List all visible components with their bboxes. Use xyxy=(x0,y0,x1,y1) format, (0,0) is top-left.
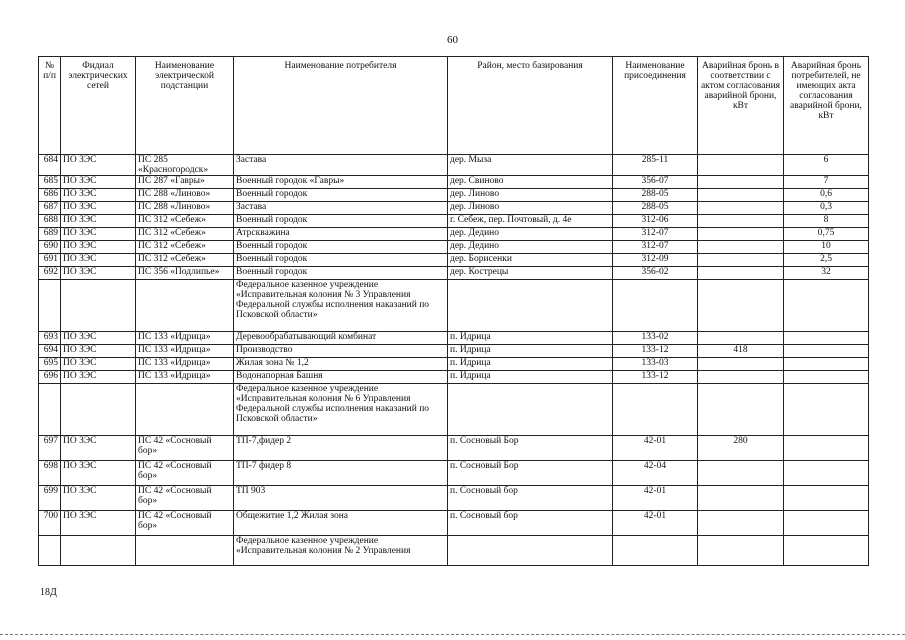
branch-cell: ПО ЗЭС xyxy=(61,202,136,215)
consumer-cell: Водонапорная Башня xyxy=(234,371,448,384)
connection-cell: 133-12 xyxy=(613,345,698,358)
consumer-cell: Военный городок «Гавры» xyxy=(234,176,448,189)
row-number: 685 xyxy=(39,176,61,189)
backup-with-act-cell xyxy=(698,176,784,189)
backup-without-act-cell: 7 xyxy=(784,176,869,189)
location-cell: дер. Линово xyxy=(448,202,613,215)
substation-cell: ПС 287 «Гавры» xyxy=(136,176,234,189)
row-number: 698 xyxy=(39,461,61,486)
table-row xyxy=(39,536,869,566)
row-number xyxy=(39,536,61,566)
row-number: 690 xyxy=(39,241,61,254)
substation-cell: ПС 312 «Себеж» xyxy=(136,241,234,254)
backup-with-act-cell xyxy=(698,254,784,267)
table-row xyxy=(39,267,869,280)
backup-with-act-cell xyxy=(698,215,784,228)
substation-cell: ПС 288 «Линово» xyxy=(136,189,234,202)
row-number: 693 xyxy=(39,332,61,345)
backup-with-act-cell xyxy=(698,155,784,176)
row-number xyxy=(39,384,61,436)
connection-cell: 312-06 xyxy=(613,215,698,228)
connection-cell xyxy=(613,536,698,566)
location-cell: г. Себеж, пер. Почтовый, д. 4е xyxy=(448,215,613,228)
table-row xyxy=(39,155,869,176)
table-row xyxy=(39,371,869,384)
table-row xyxy=(39,228,869,241)
branch-cell: ПО ЗЭС xyxy=(61,511,136,536)
row-number: 700 xyxy=(39,511,61,536)
table-row xyxy=(39,254,869,267)
connection-cell xyxy=(613,280,698,332)
backup-with-act-cell xyxy=(698,332,784,345)
substation-cell: ПС 312 «Себеж» xyxy=(136,215,234,228)
connection-cell: 42-01 xyxy=(613,486,698,511)
consumer-cell: Застава xyxy=(234,155,448,176)
table-row xyxy=(39,241,869,254)
backup-without-act-cell xyxy=(784,436,869,461)
row-number: 684 xyxy=(39,155,61,176)
table-row xyxy=(39,511,869,536)
backup-with-act-cell xyxy=(698,486,784,511)
backup-with-act-cell xyxy=(698,358,784,371)
table-row xyxy=(39,215,869,228)
substation-cell: ПС 42 «Сосновый бор» xyxy=(136,486,234,511)
consumer-table xyxy=(38,56,869,566)
location-cell: п. Сосновый Бор xyxy=(448,461,613,486)
table-row xyxy=(39,202,869,215)
consumer-cell: ТП-7 фидер 8 xyxy=(234,461,448,486)
backup-without-act-cell xyxy=(784,461,869,486)
connection-cell: 42-04 xyxy=(613,461,698,486)
backup-without-act-cell: 0,3 xyxy=(784,202,869,215)
location-cell: дер. Линово xyxy=(448,189,613,202)
header-substation: Наименование электрической подстанции xyxy=(136,57,234,155)
row-number: 691 xyxy=(39,254,61,267)
location-cell: дер. Кострецы xyxy=(448,267,613,280)
backup-with-act-cell xyxy=(698,189,784,202)
table-row xyxy=(39,436,869,461)
location-cell xyxy=(448,536,613,566)
consumer-cell: ТП 903 xyxy=(234,486,448,511)
backup-with-act-cell: 418 xyxy=(698,345,784,358)
branch-cell: ПО ЗЭС xyxy=(61,215,136,228)
substation-cell: ПС 133 «Идрица» xyxy=(136,371,234,384)
location-cell: п. Идрица xyxy=(448,371,613,384)
substation-cell: ПС 133 «Идрица» xyxy=(136,332,234,345)
row-number: 696 xyxy=(39,371,61,384)
branch-cell xyxy=(61,280,136,332)
substation-cell: ПС 42 «Сосновый бор» xyxy=(136,436,234,461)
substation-cell xyxy=(136,280,234,332)
header-number: № п/п xyxy=(39,57,61,155)
substation-cell: ПС 42 «Сосновый бор» xyxy=(136,461,234,486)
table-row xyxy=(39,176,869,189)
location-cell: п. Сосновый бор xyxy=(448,511,613,536)
backup-with-act-cell xyxy=(698,228,784,241)
consumer-cell: Застава xyxy=(234,202,448,215)
table-row xyxy=(39,345,869,358)
backup-with-act-cell xyxy=(698,267,784,280)
branch-cell: ПО ЗЭС xyxy=(61,228,136,241)
row-number: 687 xyxy=(39,202,61,215)
connection-cell xyxy=(613,384,698,436)
substation-cell xyxy=(136,384,234,436)
substation-cell: ПС 356 «Подлипье» xyxy=(136,267,234,280)
header-consumer: Наименование потребителя xyxy=(234,57,448,155)
header-backup-with-act: Аварийная бронь в соответствии с актом согласования аварийной брони, кВт xyxy=(698,57,784,155)
connection-cell: 288-05 xyxy=(613,202,698,215)
branch-cell: ПО ЗЭС xyxy=(61,486,136,511)
connection-cell: 356-02 xyxy=(613,267,698,280)
header-location: Район, место базирования xyxy=(448,57,613,155)
location-cell xyxy=(448,280,613,332)
table-row xyxy=(39,358,869,371)
consumer-cell: Атрскважина xyxy=(234,228,448,241)
backup-without-act-cell xyxy=(784,358,869,371)
location-cell: дер. Дедино xyxy=(448,228,613,241)
location-cell: п. Сосновый бор xyxy=(448,486,613,511)
location-cell xyxy=(448,384,613,436)
header-backup-without-act: Аварийная бронь потребителей, не имеющих акта согласования аварийной брони, кВт xyxy=(784,57,869,155)
branch-cell: ПО ЗЭС xyxy=(61,436,136,461)
table-row xyxy=(39,461,869,486)
row-number: 695 xyxy=(39,358,61,371)
table-header-row xyxy=(39,57,869,155)
backup-without-act-cell xyxy=(784,511,869,536)
backup-with-act-cell: 280 xyxy=(698,436,784,461)
table-row xyxy=(39,332,869,345)
row-number: 697 xyxy=(39,436,61,461)
branch-cell: ПО ЗЭС xyxy=(61,189,136,202)
connection-cell: 133-03 xyxy=(613,358,698,371)
consumer-cell: ТП-7,фидер 2 xyxy=(234,436,448,461)
backup-without-act-cell xyxy=(784,345,869,358)
consumer-cell: Федеральное казенное учреждение «Исправительная колония № 3 Управления Федеральной службы исполнения наказаний по Псковской области» xyxy=(234,280,448,332)
location-cell: п. Идрица xyxy=(448,358,613,371)
backup-with-act-cell xyxy=(698,511,784,536)
substation-cell: ПС 285 «Красногородск» xyxy=(136,155,234,176)
backup-with-act-cell xyxy=(698,536,784,566)
backup-with-act-cell xyxy=(698,371,784,384)
location-cell: дер. Дедино xyxy=(448,241,613,254)
backup-with-act-cell xyxy=(698,202,784,215)
consumer-cell: Военный городок xyxy=(234,189,448,202)
table-row xyxy=(39,280,869,332)
backup-with-act-cell xyxy=(698,280,784,332)
backup-without-act-cell xyxy=(784,371,869,384)
backup-without-act-cell: 8 xyxy=(784,215,869,228)
table-row xyxy=(39,486,869,511)
branch-cell: ПО ЗЭС xyxy=(61,371,136,384)
branch-cell: ПО ЗЭС xyxy=(61,254,136,267)
consumer-cell: Жилая зона № 1,2 xyxy=(234,358,448,371)
backup-without-act-cell: 2,5 xyxy=(784,254,869,267)
backup-without-act-cell: 10 xyxy=(784,241,869,254)
location-cell: дер. Мыза xyxy=(448,155,613,176)
connection-cell: 285-11 xyxy=(613,155,698,176)
substation-cell xyxy=(136,536,234,566)
backup-without-act-cell xyxy=(784,280,869,332)
consumer-cell: Военный городок xyxy=(234,254,448,267)
backup-without-act-cell xyxy=(784,332,869,345)
backup-with-act-cell xyxy=(698,384,784,436)
backup-without-act-cell: 32 xyxy=(784,267,869,280)
backup-without-act-cell xyxy=(784,536,869,566)
consumer-cell: Военный городок xyxy=(234,267,448,280)
substation-cell: ПС 42 «Сосновый бор» xyxy=(136,511,234,536)
location-cell: дер. Борисенки xyxy=(448,254,613,267)
branch-cell: ПО ЗЭС xyxy=(61,332,136,345)
backup-with-act-cell xyxy=(698,461,784,486)
consumer-cell: Производство xyxy=(234,345,448,358)
substation-cell: ПС 312 «Себеж» xyxy=(136,228,234,241)
branch-cell: ПО ЗЭС xyxy=(61,461,136,486)
consumer-cell: Военный городок xyxy=(234,241,448,254)
row-number: 689 xyxy=(39,228,61,241)
connection-cell: 42-01 xyxy=(613,436,698,461)
consumer-cell: Деревообрабатывающий комбинат xyxy=(234,332,448,345)
backup-without-act-cell: 0,75 xyxy=(784,228,869,241)
backup-without-act-cell: 0,6 xyxy=(784,189,869,202)
table-row xyxy=(39,189,869,202)
connection-cell: 312-09 xyxy=(613,254,698,267)
row-number: 694 xyxy=(39,345,61,358)
backup-without-act-cell: 6 xyxy=(784,155,869,176)
footer-code: 18Д xyxy=(40,587,57,598)
connection-cell: 133-12 xyxy=(613,371,698,384)
row-number xyxy=(39,280,61,332)
row-number: 692 xyxy=(39,267,61,280)
connection-cell: 133-02 xyxy=(613,332,698,345)
connection-cell: 312-07 xyxy=(613,228,698,241)
substation-cell: ПС 288 «Линово» xyxy=(136,202,234,215)
page-number: 60 xyxy=(447,34,458,46)
location-cell: п. Сосновый Бор xyxy=(448,436,613,461)
table-row xyxy=(39,384,869,436)
connection-cell: 42-01 xyxy=(613,511,698,536)
branch-cell: ПО ЗЭС xyxy=(61,155,136,176)
branch-cell: ПО ЗЭС xyxy=(61,267,136,280)
substation-cell: ПС 133 «Идрица» xyxy=(136,358,234,371)
backup-with-act-cell xyxy=(698,241,784,254)
page-edge-line xyxy=(0,634,905,635)
consumer-cell: Военный городок xyxy=(234,215,448,228)
location-cell: дер. Свиново xyxy=(448,176,613,189)
header-connection: Наименование присоединения xyxy=(613,57,698,155)
substation-cell: ПС 133 «Идрица» xyxy=(136,345,234,358)
consumer-cell: Федеральное казенное учреждение «Исправительная колония № 6 Управления Федеральной службы исполнения наказаний по Псковской области» xyxy=(234,384,448,436)
row-number: 688 xyxy=(39,215,61,228)
branch-cell xyxy=(61,536,136,566)
backup-without-act-cell xyxy=(784,486,869,511)
consumer-cell: Общежитие 1,2 Жилая зона xyxy=(234,511,448,536)
backup-without-act-cell xyxy=(784,384,869,436)
branch-cell: ПО ЗЭС xyxy=(61,345,136,358)
branch-cell: ПО ЗЭС xyxy=(61,176,136,189)
location-cell: п. Идрица xyxy=(448,332,613,345)
branch-cell: ПО ЗЭС xyxy=(61,358,136,371)
substation-cell: ПС 312 «Себеж» xyxy=(136,254,234,267)
location-cell: п. Идрица xyxy=(448,345,613,358)
consumer-cell: Федеральное казенное учреждение «Исправительная колония № 2 Управления xyxy=(234,536,448,566)
branch-cell: ПО ЗЭС xyxy=(61,241,136,254)
header-branch: Фидиал электрических сетей xyxy=(61,57,136,155)
connection-cell: 288-05 xyxy=(613,189,698,202)
connection-cell: 356-07 xyxy=(613,176,698,189)
connection-cell: 312-07 xyxy=(613,241,698,254)
branch-cell xyxy=(61,384,136,436)
row-number: 686 xyxy=(39,189,61,202)
row-number: 699 xyxy=(39,486,61,511)
